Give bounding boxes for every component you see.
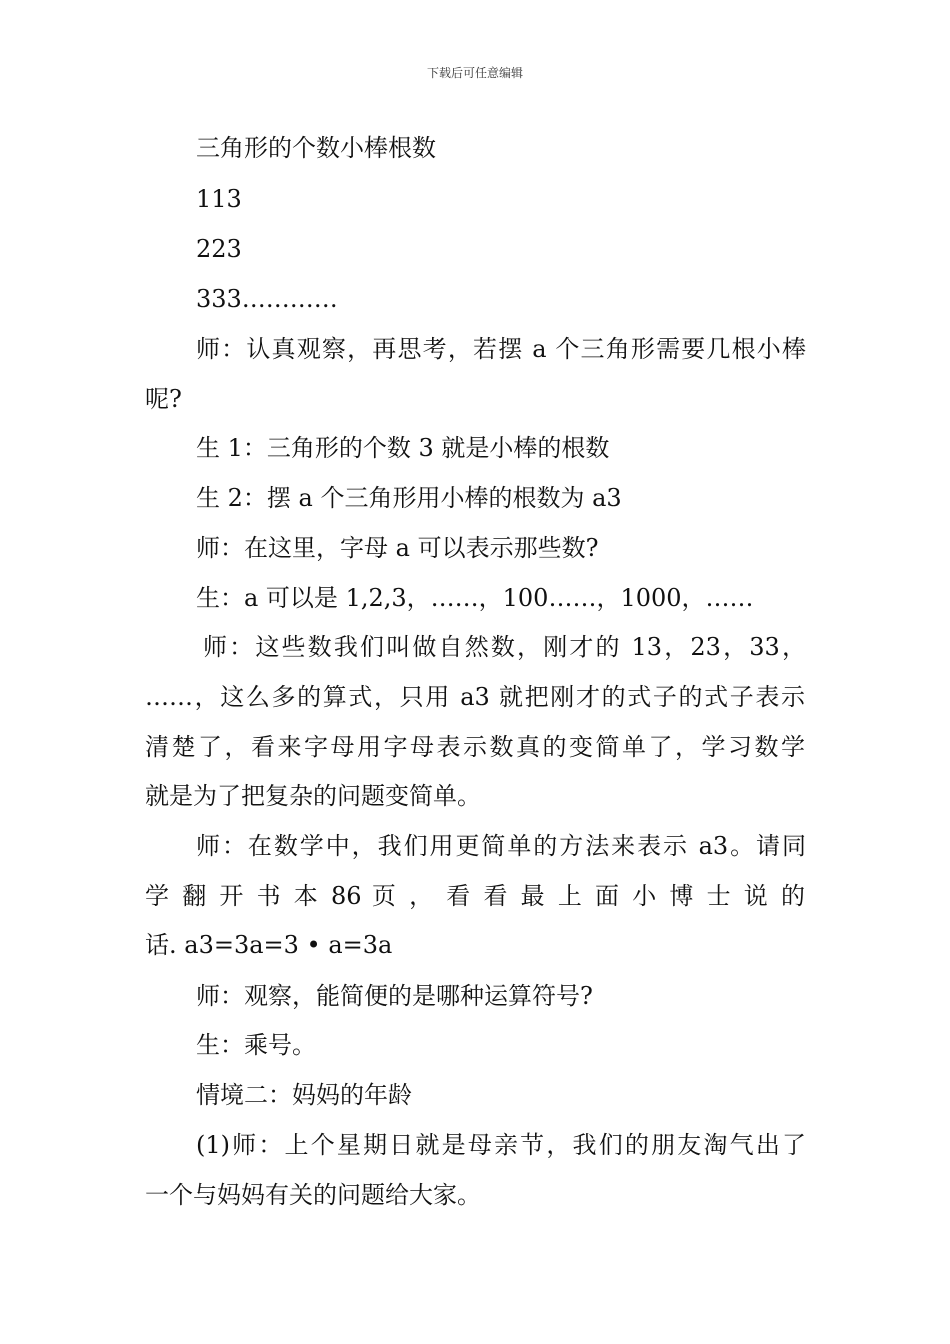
text-line: 就是为了把复杂的问题变简单。 (145, 782, 481, 810)
text-line: 话. a3=3a=3 • a=3a (145, 931, 393, 959)
text-line: 生 2：摆 a 个三角形用小棒的根数为 a3 (196, 484, 622, 512)
text-line: 清楚了，看来字母用字母表示数真的变简单了，学习数学 (145, 733, 805, 761)
text-line: 113 (196, 185, 242, 213)
text-line: 师：观察，能简便的是哪种运算符号? (196, 982, 593, 1010)
text-line: 223 (196, 235, 242, 263)
text-line: 师：在数学中，我们用更简单的方法来表示 a3。请同 (196, 832, 806, 860)
text-line: 生：a 可以是 1,2,3，……，100……，1000，…… (196, 584, 754, 612)
text-line: 师：这些数我们叫做自然数，刚才的 13，23，33， (203, 633, 806, 661)
text-line: ……，这么多的算式，只用 a3 就把刚才的式子的式子表示 (145, 683, 805, 711)
text-line: 学 翻 开 书 本 86 页 ， 看 看 最 上 面 小 博 士 说 的 (145, 882, 805, 910)
text-line: 333………… (196, 285, 338, 313)
text-line: 生：乘号。 (196, 1031, 316, 1059)
text-line: 三角形的个数小棒根数 (196, 134, 436, 162)
text-line: 一个与妈妈有关的问题给大家。 (145, 1181, 481, 1209)
text-line: (1)师：上个星期日就是母亲节，我们的朋友淘气出了 (196, 1131, 806, 1159)
text-line: 生 1：三角形的个数 3 就是小棒的根数 (196, 434, 610, 462)
text-line: 师：认真观察，再思考，若摆 a 个三角形需要几根小棒 (196, 335, 806, 363)
page-header: 下载后可任意编辑 (426, 66, 523, 80)
text-line: 情境二：妈妈的年龄 (196, 1081, 412, 1109)
text-line: 师：在这里，字母 a 可以表示那些数? (196, 534, 599, 562)
text-line: 呢? (145, 385, 182, 413)
